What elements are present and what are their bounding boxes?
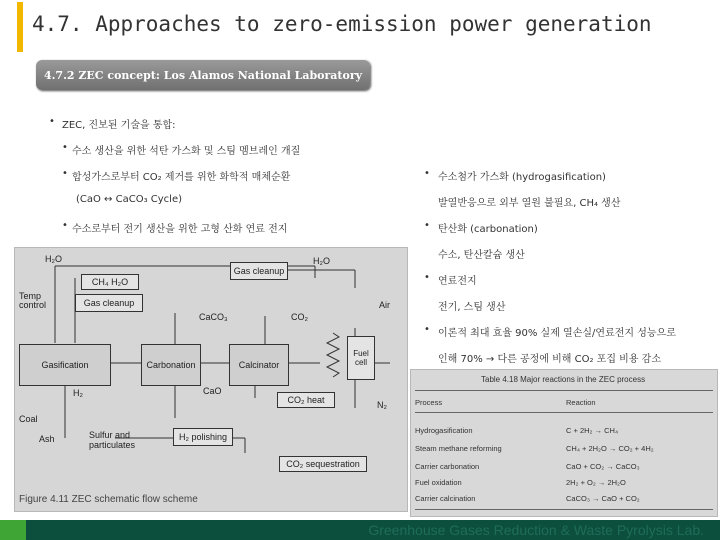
intro-text: ZEC, 진보된 기술을 통합: (62, 120, 176, 131)
col-process-header: Process (415, 398, 443, 407)
bullet-arrow: • (62, 142, 68, 153)
right-item-1-head: 수소첨가 가스화 (hydrogasification) (438, 172, 606, 183)
box-co2-heat: CO₂ heat (277, 392, 335, 408)
label-co2: CO₂ (291, 312, 308, 322)
row-reaction: CaCO₃ → CaO + CO₂ (566, 494, 640, 503)
table-row (415, 494, 713, 506)
footer-accent (0, 520, 26, 540)
label-ash: Ash (39, 434, 55, 444)
right-item-1-detail: 발열반응으로 외부 열원 불필요, CH₄ 생산 (438, 198, 621, 209)
table-title: Table 4.18 Major reactions in the ZEC process (481, 375, 646, 384)
bullet-dot: • (424, 272, 430, 283)
row-reaction: CH₄ + 2H₂O → CO₂ + 4H₂ (566, 444, 654, 453)
table-row (415, 478, 713, 490)
right-item-4-head: 이론적 최대 효율 90% 실제 열손실/연료전지 성능으로 (438, 328, 676, 339)
table-rule (415, 509, 713, 510)
label-sulfur: Sulfur and particulates (89, 430, 136, 450)
table-row (415, 462, 713, 474)
label-h2: H₂ (73, 388, 83, 398)
label-coal: Coal (19, 414, 38, 424)
bullet-dot: • (424, 168, 430, 179)
zec-flow-schematic (14, 247, 408, 512)
table-header-row (415, 398, 713, 410)
bullet-dot: • (424, 220, 430, 231)
section-subtitle: 4.7.2 ZEC concept: Los Alamos National Laboratory (43, 68, 363, 82)
box-gasification: Gasification (19, 344, 111, 386)
bullet-arrow: • (62, 168, 68, 179)
bullet-arrow: • (62, 220, 68, 231)
figure-caption: Figure 4.11 ZEC schematic flow scheme (19, 494, 198, 505)
row-process: Hydrogasification (415, 426, 473, 435)
bullet-dot: • (424, 324, 430, 335)
box-h2-polishing: H₂ polishing (173, 428, 233, 446)
row-process: Carrier calcination (415, 494, 476, 503)
row-process: Steam methane reforming (415, 444, 502, 453)
section-subtitle-box (36, 60, 370, 90)
label-n2: N₂ (377, 400, 387, 410)
box-calcinator: Calcinator (229, 344, 289, 386)
right-item-3-detail: 전기, 스팀 생산 (438, 302, 506, 313)
table-rule (415, 412, 713, 413)
box-gas-cleanup-top: Gas cleanup (230, 262, 288, 280)
right-item-4-detail: 인해 70% → 다른 공정에 비해 CO₂ 포집 비용 감소 (438, 354, 661, 365)
table-rule (415, 390, 713, 391)
left-item-1: 수소 생산을 위한 석탄 가스화 및 스팀 멤브레인 개질 (72, 146, 301, 157)
bullet-dot: • (49, 116, 55, 127)
right-item-2-head: 탄산화 (carbonation) (438, 224, 538, 235)
left-item-2: 합성가스로부터 CO₂ 제거를 위한 화학적 매체순환 (72, 172, 291, 183)
row-reaction: CaO + CO₂ → CaCO₃ (566, 462, 640, 471)
label-air: Air (379, 300, 390, 310)
left-item-3: 수소로부터 전기 생산을 위한 고형 산화 연료 전지 (72, 224, 288, 235)
left-item-2-cycle: (CaO ↔ CaCO₃ Cycle) (76, 194, 183, 205)
label-h2o-top-mid: H₂O (313, 256, 330, 266)
right-item-2-detail: 수소, 탄산칼슘 생산 (438, 250, 525, 261)
col-reaction-header: Reaction (566, 398, 596, 407)
footer-lab-name: Greenhouse Gases Reduction & Waste Pyrolysis Lab. (368, 522, 704, 538)
row-reaction: C + 2H₂ → CH₄ (566, 426, 619, 435)
label-temp-control: Temp control (19, 291, 47, 310)
right-item-3-head: 연료전지 (438, 276, 477, 287)
row-reaction: 2H₂ + O₂ → 2H₂O (566, 478, 626, 487)
footer-bar (0, 520, 720, 540)
label-h2o-top-left: H₂O (45, 254, 62, 264)
box-fuel-cell: Fuel cell (347, 336, 375, 380)
label-cao: CaO (203, 386, 222, 396)
row-process: Fuel oxidation (415, 478, 462, 487)
box-carbonation: Carbonation (141, 344, 201, 386)
page-title: 4.7. Approaches to zero-emission power generation (32, 12, 652, 36)
table-row (415, 426, 713, 438)
accent-bar (17, 2, 23, 52)
row-process: Carrier carbonation (415, 462, 480, 471)
box-co2-sequestration: CO₂ sequestration (279, 456, 367, 472)
label-caco3: CaCO₃ (199, 312, 228, 322)
box-ch4-h2o: CH₄ H₂O (81, 274, 139, 290)
table-row (415, 444, 713, 456)
box-gas-cleanup-left: Gas cleanup (75, 294, 143, 312)
zec-reactions-table (410, 369, 718, 517)
